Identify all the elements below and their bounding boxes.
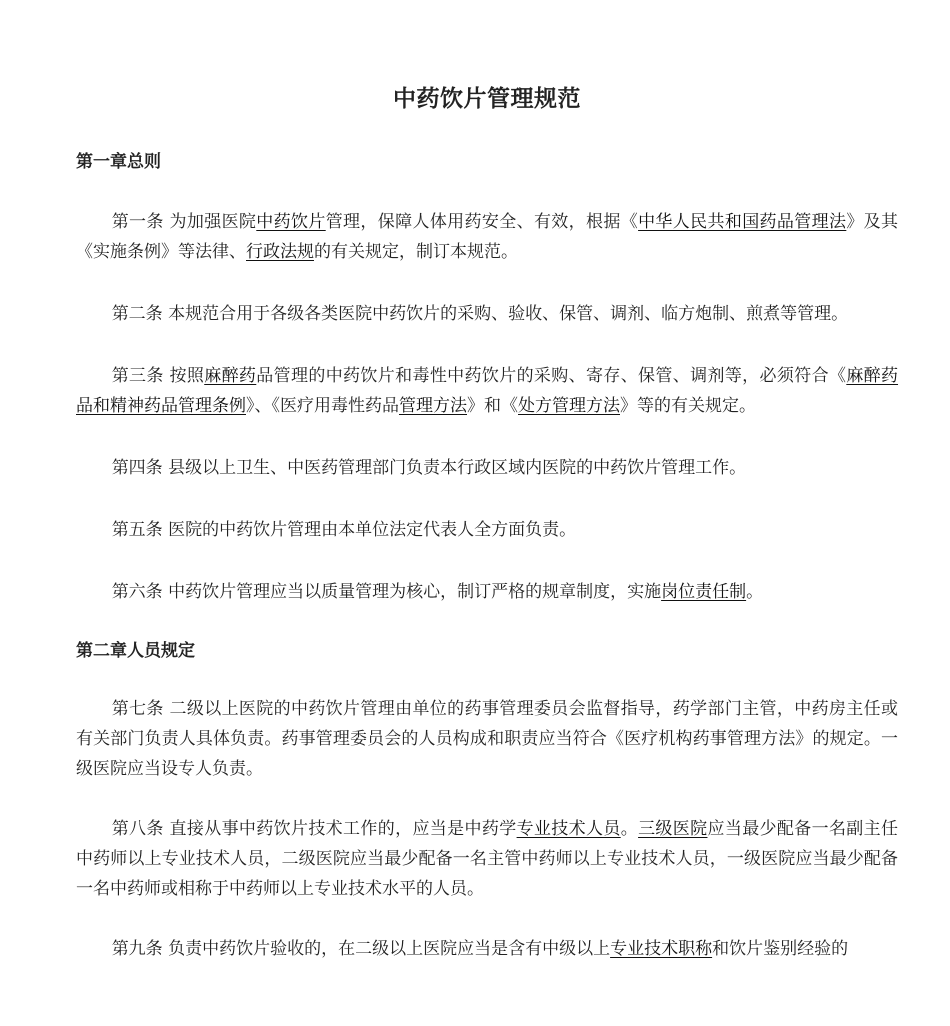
- term-link[interactable]: 行政法规: [246, 242, 314, 262]
- law-link[interactable]: 麻醉药品和精神药品管理条例: [76, 366, 899, 416]
- term-link[interactable]: 管理方法: [399, 396, 467, 416]
- article-8: [76, 814, 898, 904]
- term-link[interactable]: 麻醉药: [204, 366, 257, 386]
- article-text: 第七条 二级以上医院的中药饮片管理由单位的药事管理委员会监督指导，药学部门主管，中药房主任或有关部门负责人具体负责。药事管理委员会的人员构成和职责应当符合《医疗机构药事管理方法》的规定。一级医院应当设专人负责。: [76, 699, 898, 779]
- article-3: [76, 361, 898, 421]
- article-7: [76, 694, 898, 784]
- chapter-heading: 第二章人员规定: [76, 641, 195, 661]
- law-link[interactable]: 中华人民共和国药品管理法: [638, 212, 847, 232]
- term-link[interactable]: 岗位责任制: [661, 582, 747, 602]
- article-6: [76, 577, 898, 607]
- article-text: 和饮片鉴别经验的: [712, 939, 849, 959]
- article-9: [76, 934, 898, 964]
- term-link[interactable]: 中药饮片: [256, 212, 326, 232]
- article-text: 》及其《实施条例》等法律、: [76, 212, 899, 262]
- article-text: 》和《: [467, 396, 518, 416]
- article-4: [76, 453, 898, 483]
- chapter-heading: 第一章总则: [76, 152, 161, 172]
- article-text: 管理，保障人体用药安全、有效，根据《: [325, 212, 639, 232]
- term-link[interactable]: 专业技术职称: [610, 939, 713, 959]
- article-text: 第二条 本规范合用于各级各类医院中药饮片的采购、验收、保管、调剂、临方炮制、煎煮等管理。: [111, 304, 849, 324]
- article-text: 第九条 负责中药饮片验收的，在二级以上医院应当是含有中级以上: [111, 939, 611, 959]
- article-text: 品管理的中药饮片和毒性中药饮片的采购、寄存、保管、调剂等，必须符合《: [256, 366, 847, 386]
- article-text: 第八条 直接从事中药饮片技术工作的，应当是中药学: [111, 819, 517, 839]
- article-text: 的有关规定，制订本规范。: [314, 242, 518, 262]
- article-text: 应当最少配备一名副主任中药师以上专业技术人员，二级医院应当最少配备一名主管中药师以上专业技术人员，一级医院应当最少配备一名中药师或相称于中药师以上专业技术水平的人员。: [76, 819, 899, 899]
- article-5: [76, 515, 898, 545]
- article-text: 第一条 为加强医院: [111, 212, 257, 232]
- article-text: 第三条 按照: [111, 366, 205, 386]
- law-link[interactable]: 处方管理方法: [518, 396, 620, 416]
- article-text: 。: [746, 582, 764, 602]
- document-title: 中药饮片管理规范: [393, 86, 581, 112]
- article-text: 》、《医疗用毒性药品: [246, 396, 399, 416]
- article-text: 第四条 县级以上卫生、中医药管理部门负责本行政区域内医院的中药饮片管理工作。: [111, 458, 747, 478]
- article-text: 第六条 中药饮片管理应当以质量管理为核心，制订严格的规章制度，实施: [111, 582, 662, 602]
- term-link[interactable]: 三级医院: [638, 819, 708, 839]
- article-text: 。: [620, 819, 639, 839]
- term-link[interactable]: 专业技术人员: [516, 819, 621, 839]
- article-text: 》等的有关规定。: [620, 396, 756, 416]
- article-1: [76, 207, 898, 267]
- article-2: [76, 299, 898, 329]
- article-text: 第五条 医院的中药饮片管理由本单位法定代表人全方面负责。: [111, 520, 577, 540]
